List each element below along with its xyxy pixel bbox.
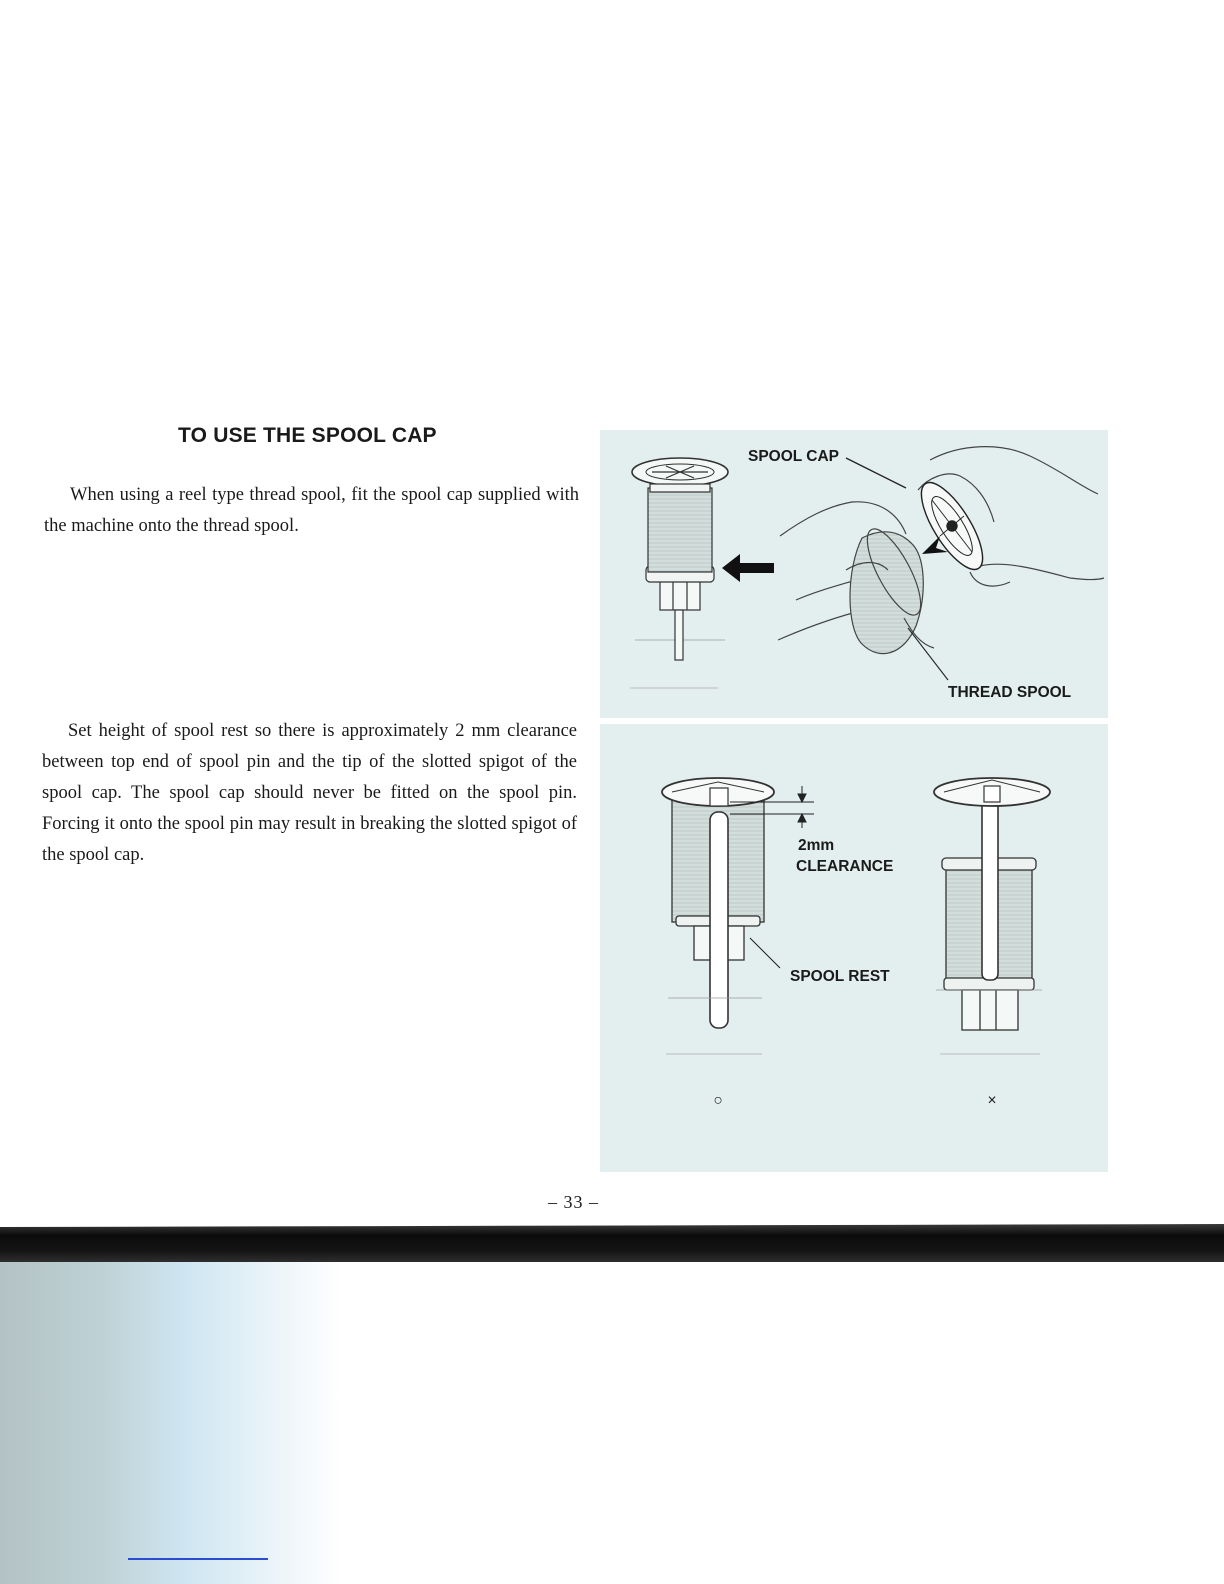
scan-artifact-line <box>128 1558 268 1560</box>
illustration-panel <box>600 430 1108 1172</box>
scan-artifact <box>0 1262 340 1584</box>
label-spool-cap: SPOOL CAP <box>748 448 840 465</box>
correct-setup-drawing <box>662 778 774 1054</box>
label-thread-spool: THREAD SPOOL <box>948 684 1072 701</box>
page-binding-edge <box>0 1224 1224 1262</box>
section-heading: TO USE THE SPOOL CAP <box>178 424 437 447</box>
wrong-mark: × <box>987 1092 997 1109</box>
spool-cap-held-drawing <box>910 474 994 578</box>
page-number: – 33 – <box>548 1192 599 1212</box>
wrong-setup-drawing <box>934 778 1050 1054</box>
fitted-spool-drawing <box>630 458 728 688</box>
label-clearance-value: 2mm <box>798 837 835 854</box>
instruction-paragraph-1: When using a reel type thread spool, fit the spool cap supplied with the machine onto the thread spool. <box>44 485 579 536</box>
fit-direction-arrow-icon <box>722 554 774 582</box>
label-clearance: CLEARANCE <box>796 858 894 875</box>
correct-mark: ○ <box>713 1092 723 1109</box>
instruction-paragraph-2: Set height of spool rest so there is approximately 2 mm clearance between top end of spool pin and the tip of the slotted spigot of the spool cap. The spool cap should never be fitted on the spool pin. Forcing it onto the spool pin may result in breaking the slotted spigot of the spool cap. <box>42 721 577 865</box>
spool-cap-illustration <box>600 430 1108 1172</box>
figure-divider <box>600 718 1108 724</box>
label-spool-rest: SPOOL REST <box>790 968 890 985</box>
